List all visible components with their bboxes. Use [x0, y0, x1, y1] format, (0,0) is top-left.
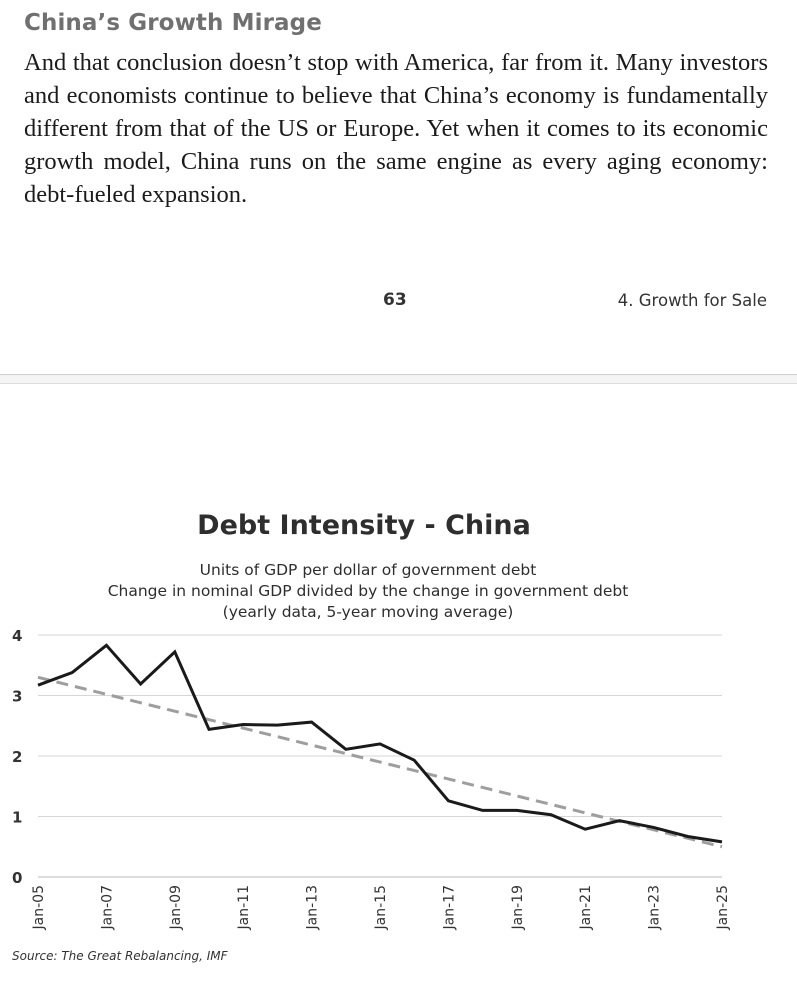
x-tick-label: Jan-07 [99, 885, 116, 930]
x-tick-label: Jan-13 [304, 885, 321, 930]
chart-title: Debt Intensity - China [197, 510, 531, 541]
chart-subtitle-line-1: Units of GDP per dollar of government debt [199, 561, 537, 579]
y-tick-label: 1 [12, 808, 23, 827]
x-tick-label: Jan-09 [167, 885, 184, 930]
y-tick-label: 3 [12, 687, 23, 706]
y-tick-label: 2 [12, 748, 23, 766]
y-tick-label: 0 [12, 869, 23, 887]
x-tick-label: Jan-11 [236, 885, 253, 930]
chapter-title: 4. Growth for Sale [617, 291, 767, 310]
page-separator [0, 374, 797, 384]
body-paragraph: And that conclusion doesn’t stop with America, far from it. Many investors and economists continue to believe that China’s economy is fundamentally different from that of the US or Europe. Yet when it comes to its economic growth model, China runs on the same engine as every aging economy: debt-fueled expansion. [24, 49, 768, 208]
x-tick-label: Jan-17 [441, 885, 458, 930]
x-tick-label: Jan-19 [509, 885, 526, 930]
x-tick-label: Jan-15 [373, 885, 389, 930]
x-tick-label: Jan-25 [715, 885, 731, 930]
chart-subtitle-line-2: Change in nominal GDP divided by the change in government debt [107, 582, 629, 600]
series-line-debt-intensity [38, 645, 722, 842]
x-tick-label: Jan-21 [578, 885, 595, 930]
section-heading: China’s Growth Mirage [24, 10, 322, 36]
x-tick-label: Jan-23 [646, 885, 663, 930]
x-tick-label: Jan-05 [31, 885, 47, 930]
chart-source: Source: The Great Rebalancing, IMF [12, 949, 228, 963]
chart-subtitle-line-3: (yearly data, 5-year moving average) [222, 603, 514, 621]
line-chart [0, 620, 760, 945]
page-number: 63 [383, 290, 407, 310]
y-tick-label: 4 [12, 627, 23, 645]
